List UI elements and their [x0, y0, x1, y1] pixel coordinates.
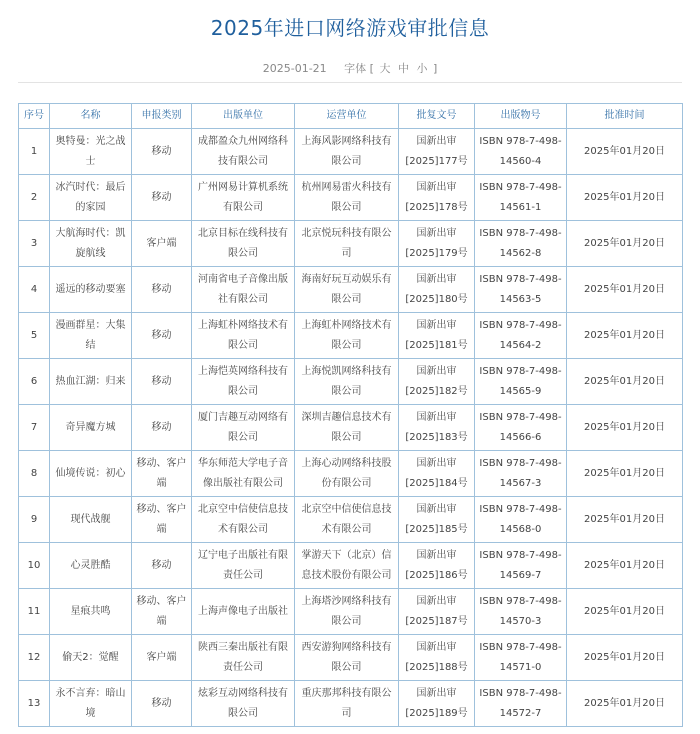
table-row: [19, 681, 683, 727]
cell-approval-date: 2025年01月20日: [567, 497, 683, 543]
table-row: [19, 129, 683, 175]
publish-date: 2025-01-21: [262, 62, 327, 75]
cell-isbn: ISBN 978-7-498-14570-3: [475, 589, 567, 635]
font-size-large-button[interactable]: 大: [379, 62, 391, 75]
cell-publisher: 河南省电子音像出版社有限公司: [192, 267, 295, 313]
font-size-bracket-close: ]: [432, 62, 438, 75]
cell-approval-date: 2025年01月20日: [567, 221, 683, 267]
cell-index: 2: [19, 175, 50, 221]
header-index: 序号: [19, 104, 50, 129]
cell-isbn: ISBN 978-7-498-14569-7: [475, 543, 567, 589]
cell-index: 4: [19, 267, 50, 313]
cell-operator: 上海心动网络科技股份有限公司: [295, 451, 399, 497]
approval-table: [18, 103, 683, 727]
cell-isbn: ISBN 978-7-498-14566-6: [475, 405, 567, 451]
cell-name: 心灵胜酷: [50, 543, 132, 589]
cell-operator: 上海悦凯网络科技有限公司: [295, 359, 399, 405]
cell-publisher: 辽宁电子出版社有限责任公司: [192, 543, 295, 589]
cell-operator: 西安游狗网络科技有限公司: [295, 635, 399, 681]
cell-isbn: ISBN 978-7-498-14567-3: [475, 451, 567, 497]
header-category: 申报类别: [132, 104, 192, 129]
page-title: 2025年进口网络游戏审批信息: [210, 16, 490, 40]
cell-index: 5: [19, 313, 50, 359]
cell-name: 漫画群星：大集结: [50, 313, 132, 359]
table-row: [19, 635, 683, 681]
cell-name: 奇异魔方城: [50, 405, 132, 451]
cell-operator: 上海塔沙网络科技有限公司: [295, 589, 399, 635]
header-operator: 运营单位: [295, 104, 399, 129]
font-size-bracket-open: [: [369, 62, 374, 75]
cell-index: 7: [19, 405, 50, 451]
cell-category: 移动: [132, 359, 192, 405]
cell-category: 移动: [132, 129, 192, 175]
cell-approval-date: 2025年01月20日: [567, 451, 683, 497]
cell-approval-no: 国新出审[2025]178号: [399, 175, 475, 221]
cell-category: 移动: [132, 543, 192, 589]
cell-operator: 重庆那邦科技有限公司: [295, 681, 399, 727]
table-row: [19, 221, 683, 267]
cell-index: 1: [19, 129, 50, 175]
cell-index: 3: [19, 221, 50, 267]
cell-category: 移动: [132, 681, 192, 727]
cell-approval-date: 2025年01月20日: [567, 313, 683, 359]
cell-index: 10: [19, 543, 50, 589]
cell-operator: 北京空中信使信息技术有限公司: [295, 497, 399, 543]
cell-approval-no: 国新出审[2025]189号: [399, 681, 475, 727]
cell-isbn: ISBN 978-7-498-14563-5: [475, 267, 567, 313]
header-publisher: 出版单位: [192, 104, 295, 129]
cell-approval-no: 国新出审[2025]184号: [399, 451, 475, 497]
cell-name: 现代战舰: [50, 497, 132, 543]
table-row: [19, 405, 683, 451]
cell-approval-no: 国新出审[2025]179号: [399, 221, 475, 267]
cell-operator: 杭州网易雷火科技有限公司: [295, 175, 399, 221]
cell-publisher: 华东师范大学电子音像出版社有限公司: [192, 451, 295, 497]
table-row: [19, 267, 683, 313]
cell-operator: 深圳吉趣信息技术有限公司: [295, 405, 399, 451]
cell-category: 客户端: [132, 221, 192, 267]
header-name: 名称: [50, 104, 132, 129]
cell-index: 13: [19, 681, 50, 727]
cell-category: 移动: [132, 175, 192, 221]
cell-operator: 掌游天下（北京）信息技术股份有限公司: [295, 543, 399, 589]
table-row: [19, 359, 683, 405]
cell-name: 偷天2：觉醒: [50, 635, 132, 681]
header-divider: [18, 82, 682, 83]
header-approval-no: 批复文号: [399, 104, 475, 129]
table-row: [19, 589, 683, 635]
cell-isbn: ISBN 978-7-498-14562-8: [475, 221, 567, 267]
header-approval-date: 批准时间: [567, 104, 683, 129]
header-isbn: 出版物号: [475, 104, 567, 129]
table-row: [19, 497, 683, 543]
cell-publisher: 陕西三秦出版社有限责任公司: [192, 635, 295, 681]
cell-name: 热血江湖：归来: [50, 359, 132, 405]
cell-approval-no: 国新出审[2025]182号: [399, 359, 475, 405]
cell-category: 移动: [132, 267, 192, 313]
cell-approval-date: 2025年01月20日: [567, 405, 683, 451]
cell-approval-date: 2025年01月20日: [567, 129, 683, 175]
cell-name: 冰汽时代：最后的家园: [50, 175, 132, 221]
cell-category: 移动、客户端: [132, 589, 192, 635]
table-row: [19, 543, 683, 589]
cell-index: 11: [19, 589, 50, 635]
cell-operator: 北京悦玩科技有限公司: [295, 221, 399, 267]
cell-approval-date: 2025年01月20日: [567, 589, 683, 635]
cell-approval-no: 国新出审[2025]186号: [399, 543, 475, 589]
cell-name: 奥特曼：光之战士: [50, 129, 132, 175]
cell-publisher: 广州网易计算机系统有限公司: [192, 175, 295, 221]
cell-category: 移动、客户端: [132, 497, 192, 543]
table-header-row: [19, 104, 683, 129]
cell-publisher: 上海声像电子出版社: [192, 589, 295, 635]
cell-approval-no: 国新出审[2025]180号: [399, 267, 475, 313]
cell-category: 移动: [132, 405, 192, 451]
cell-isbn: ISBN 978-7-498-14565-9: [475, 359, 567, 405]
cell-publisher: 上海虹朴网络技术有限公司: [192, 313, 295, 359]
font-size-medium-button[interactable]: 中: [397, 62, 409, 75]
cell-publisher: 成都盈众九州网络科技有限公司: [192, 129, 295, 175]
font-size-small-button[interactable]: 小: [416, 62, 428, 75]
cell-approval-date: 2025年01月20日: [567, 175, 683, 221]
cell-name: 仙境传说：初心: [50, 451, 132, 497]
article-meta: [0, 60, 700, 76]
cell-isbn: ISBN 978-7-498-14564-2: [475, 313, 567, 359]
table-row: [19, 451, 683, 497]
cell-name: 遥远的移动要塞: [50, 267, 132, 313]
cell-publisher: 厦门吉趣互动网络有限公司: [192, 405, 295, 451]
table-row: [19, 175, 683, 221]
cell-isbn: ISBN 978-7-498-14568-0: [475, 497, 567, 543]
table-row: [19, 313, 683, 359]
cell-operator: 上海虹朴网络技术有限公司: [295, 313, 399, 359]
cell-category: 移动、客户端: [132, 451, 192, 497]
cell-approval-no: 国新出审[2025]187号: [399, 589, 475, 635]
cell-approval-no: 国新出审[2025]185号: [399, 497, 475, 543]
cell-publisher: 炫彩互动网络科技有限公司: [192, 681, 295, 727]
cell-publisher: 北京目标在线科技有限公司: [192, 221, 295, 267]
cell-index: 9: [19, 497, 50, 543]
cell-approval-date: 2025年01月20日: [567, 681, 683, 727]
cell-approval-date: 2025年01月20日: [567, 359, 683, 405]
cell-name: 星痕共鸣: [50, 589, 132, 635]
cell-approval-date: 2025年01月20日: [567, 543, 683, 589]
cell-publisher: 上海恺英网络科技有限公司: [192, 359, 295, 405]
cell-isbn: ISBN 978-7-498-14572-7: [475, 681, 567, 727]
cell-approval-no: 国新出审[2025]181号: [399, 313, 475, 359]
cell-isbn: ISBN 978-7-498-14560-4: [475, 129, 567, 175]
cell-index: 12: [19, 635, 50, 681]
cell-approval-date: 2025年01月20日: [567, 635, 683, 681]
cell-operator: 上海风影网络科技有限公司: [295, 129, 399, 175]
cell-category: 移动: [132, 313, 192, 359]
cell-approval-no: 国新出审[2025]177号: [399, 129, 475, 175]
font-size-label: 字体: [344, 62, 367, 75]
cell-isbn: ISBN 978-7-498-14561-1: [475, 175, 567, 221]
cell-index: 8: [19, 451, 50, 497]
cell-isbn: ISBN 978-7-498-14571-0: [475, 635, 567, 681]
cell-category: 客户端: [132, 635, 192, 681]
cell-approval-no: 国新出审[2025]183号: [399, 405, 475, 451]
cell-approval-no: 国新出审[2025]188号: [399, 635, 475, 681]
cell-index: 6: [19, 359, 50, 405]
cell-publisher: 北京空中信使信息技术有限公司: [192, 497, 295, 543]
cell-operator: 海南好玩互动娱乐有限公司: [295, 267, 399, 313]
cell-name: 永不言弃：暗山境: [50, 681, 132, 727]
cell-name: 大航海时代：凯旋航线: [50, 221, 132, 267]
cell-approval-date: 2025年01月20日: [567, 267, 683, 313]
